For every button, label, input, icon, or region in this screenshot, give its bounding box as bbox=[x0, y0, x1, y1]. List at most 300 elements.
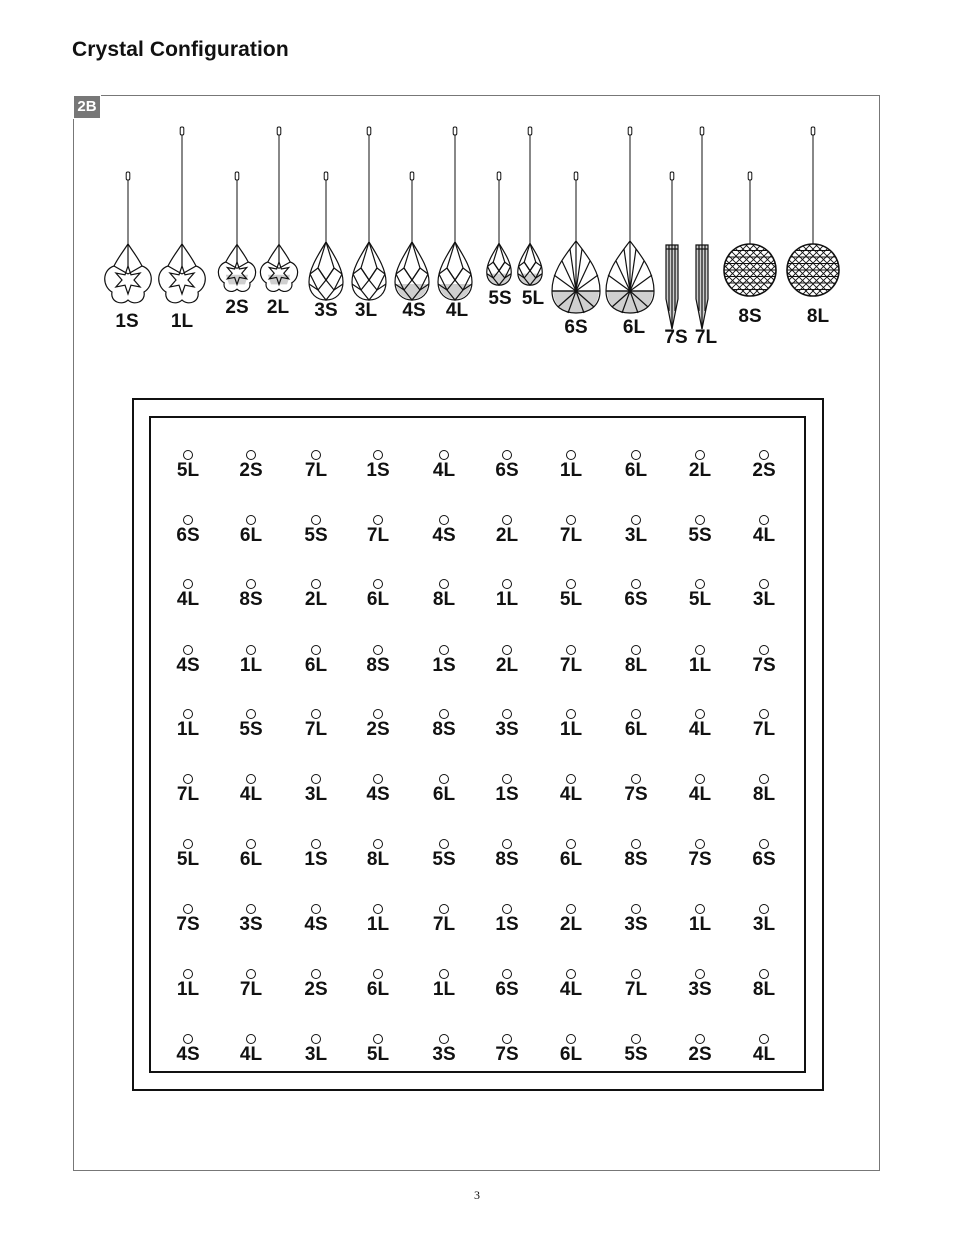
grid-cell bbox=[158, 904, 218, 944]
hook-ring-icon bbox=[695, 839, 705, 849]
crystal-code: 4L bbox=[559, 979, 583, 1000]
crystal-code: 1S bbox=[495, 784, 519, 805]
crystal-code: 2L bbox=[688, 460, 712, 481]
grid-cell bbox=[670, 645, 730, 685]
crystal-code: 3S bbox=[688, 979, 712, 1000]
crystal-code: 7L bbox=[304, 719, 328, 740]
crystal-code: 1L bbox=[366, 914, 390, 935]
grid-cell bbox=[541, 450, 601, 490]
crystal-code: 8L bbox=[366, 849, 390, 870]
hook-ring-icon bbox=[311, 774, 321, 784]
hook-ring-icon bbox=[502, 839, 512, 849]
hook-ring-icon bbox=[439, 1034, 449, 1044]
crystal-code: 2L bbox=[495, 655, 519, 676]
crystal-code: 4L bbox=[239, 1044, 263, 1065]
hook-ring-icon bbox=[695, 904, 705, 914]
crystal-code: 4L bbox=[752, 1044, 776, 1065]
grid-cell bbox=[221, 1034, 281, 1074]
crystal-code: 8S bbox=[366, 655, 390, 676]
grid-cell bbox=[606, 774, 666, 814]
crystal-label: 7S bbox=[664, 327, 688, 348]
crystal-code: 4S bbox=[366, 784, 390, 805]
grid-cell bbox=[158, 450, 218, 490]
hook-ring-icon bbox=[311, 450, 321, 460]
grid-cell bbox=[286, 645, 346, 685]
grid-cell bbox=[606, 839, 666, 879]
crystal-label: 4L bbox=[445, 300, 469, 321]
crystal-code: 5S bbox=[624, 1044, 648, 1065]
grid-cell bbox=[348, 774, 408, 814]
grid-cell bbox=[734, 450, 794, 490]
grid-cell bbox=[221, 645, 281, 685]
hook-ring-icon bbox=[373, 1034, 383, 1044]
hook-ring-icon bbox=[373, 709, 383, 719]
grid-cell bbox=[606, 1034, 666, 1074]
grid-cell bbox=[670, 1034, 730, 1074]
crystal-label: 5S bbox=[488, 288, 512, 309]
grid-cell bbox=[286, 450, 346, 490]
crystal-code: 3L bbox=[304, 784, 328, 805]
hook-ring-icon bbox=[311, 904, 321, 914]
crystal-code: 3S bbox=[239, 914, 263, 935]
crystal-code: 4S bbox=[304, 914, 328, 935]
crystal-8s bbox=[715, 0, 785, 240]
crystal-label: 7L bbox=[694, 327, 718, 348]
hook-ring-icon bbox=[246, 969, 256, 979]
grid-cell bbox=[670, 709, 730, 749]
crystal-code: 1S bbox=[495, 914, 519, 935]
grid-cell bbox=[541, 579, 601, 619]
hook-ring-icon bbox=[695, 645, 705, 655]
crystal-code: 4L bbox=[752, 525, 776, 546]
grid-cell bbox=[221, 969, 281, 1009]
crystal-label: 5L bbox=[521, 288, 545, 309]
hook-ring-icon bbox=[695, 1034, 705, 1044]
grid-cell bbox=[286, 515, 346, 555]
grid-cell bbox=[286, 839, 346, 879]
grid-cell bbox=[414, 774, 474, 814]
crystal-code: 5S bbox=[688, 525, 712, 546]
hook-ring-icon bbox=[183, 709, 193, 719]
crystal-code: 4L bbox=[688, 719, 712, 740]
crystal-code: 8L bbox=[752, 979, 776, 1000]
crystal-8l bbox=[778, 0, 848, 240]
crystal-code: 4L bbox=[432, 460, 456, 481]
hook-ring-icon bbox=[502, 904, 512, 914]
crystal-code: 6S bbox=[495, 979, 519, 1000]
hook-ring-icon bbox=[183, 579, 193, 589]
crystal-code: 1S bbox=[304, 849, 328, 870]
grid-cell bbox=[734, 839, 794, 879]
hook-ring-icon bbox=[183, 839, 193, 849]
hook-ring-icon bbox=[311, 969, 321, 979]
hook-ring-icon bbox=[631, 1034, 641, 1044]
hook-ring-icon bbox=[502, 450, 512, 460]
hook-ring-icon bbox=[439, 579, 449, 589]
grid-cell bbox=[348, 839, 408, 879]
hook-ring-icon bbox=[759, 645, 769, 655]
crystal-code: 6L bbox=[304, 655, 328, 676]
hook-ring-icon bbox=[631, 774, 641, 784]
crystal-code: 7L bbox=[432, 914, 456, 935]
hook-ring-icon bbox=[631, 904, 641, 914]
grid-cell bbox=[414, 904, 474, 944]
page-title: Crystal Configuration bbox=[72, 38, 289, 61]
hook-ring-icon bbox=[439, 969, 449, 979]
crystal-label: 4S bbox=[402, 300, 426, 321]
crystal-code: 4L bbox=[239, 784, 263, 805]
grid-cell bbox=[221, 904, 281, 944]
hook-ring-icon bbox=[373, 969, 383, 979]
hook-ring-icon bbox=[502, 1034, 512, 1044]
hook-ring-icon bbox=[502, 969, 512, 979]
crystal-code: 4L bbox=[559, 784, 583, 805]
grid-cell bbox=[670, 579, 730, 619]
crystal-code: 2S bbox=[304, 979, 328, 1000]
crystal-code: 3S bbox=[495, 719, 519, 740]
hook-ring-icon bbox=[373, 579, 383, 589]
crystal-code: 5S bbox=[239, 719, 263, 740]
grid-cell bbox=[414, 450, 474, 490]
grid-cell bbox=[414, 709, 474, 749]
step-badge: 2B bbox=[73, 95, 101, 119]
grid-cell bbox=[158, 645, 218, 685]
grid-cell bbox=[221, 515, 281, 555]
hook-ring-icon bbox=[566, 969, 576, 979]
grid-cell bbox=[734, 579, 794, 619]
page-number: 3 bbox=[474, 1188, 480, 1202]
crystal-code: 2S bbox=[366, 719, 390, 740]
hook-ring-icon bbox=[439, 645, 449, 655]
crystal-code: 3S bbox=[624, 914, 648, 935]
grid-cell bbox=[286, 579, 346, 619]
crystal-label: 3S bbox=[314, 300, 338, 321]
grid-cell bbox=[477, 709, 537, 749]
crystal-code: 8S bbox=[495, 849, 519, 870]
grid-cell bbox=[348, 579, 408, 619]
crystal-label: 6L bbox=[622, 317, 646, 338]
grid-cell bbox=[606, 904, 666, 944]
hook-ring-icon bbox=[566, 904, 576, 914]
grid-cell bbox=[670, 774, 730, 814]
crystal-code: 2S bbox=[688, 1044, 712, 1065]
hook-ring-icon bbox=[246, 515, 256, 525]
grid-cell bbox=[734, 904, 794, 944]
crystal-label: 8S bbox=[738, 306, 762, 327]
hook-ring-icon bbox=[759, 450, 769, 460]
grid-cell bbox=[541, 774, 601, 814]
grid-cell bbox=[734, 709, 794, 749]
crystal-code: 7L bbox=[624, 979, 648, 1000]
crystal-code: 8L bbox=[432, 589, 456, 610]
crystal-code: 5L bbox=[366, 1044, 390, 1065]
crystal-code: 6L bbox=[559, 849, 583, 870]
grid-cell bbox=[158, 969, 218, 1009]
hook-ring-icon bbox=[695, 969, 705, 979]
crystal-code: 4L bbox=[688, 784, 712, 805]
crystal-code: 6L bbox=[432, 784, 456, 805]
crystal-code: 4S bbox=[176, 1044, 200, 1065]
crystal-label: 8L bbox=[806, 306, 830, 327]
hook-ring-icon bbox=[373, 839, 383, 849]
hook-ring-icon bbox=[183, 645, 193, 655]
grid-cell bbox=[477, 579, 537, 619]
grid-cell bbox=[477, 904, 537, 944]
hook-ring-icon bbox=[439, 774, 449, 784]
grid-cell bbox=[414, 839, 474, 879]
grid-cell bbox=[158, 774, 218, 814]
grid-cell bbox=[477, 969, 537, 1009]
crystal-code: 2S bbox=[752, 460, 776, 481]
crystal-code: 1L bbox=[559, 460, 583, 481]
hook-ring-icon bbox=[183, 774, 193, 784]
crystal-code: 1L bbox=[688, 655, 712, 676]
hook-ring-icon bbox=[631, 450, 641, 460]
hook-ring-icon bbox=[502, 515, 512, 525]
crystal-code: 1L bbox=[176, 979, 200, 1000]
hook-ring-icon bbox=[246, 709, 256, 719]
grid-cell bbox=[348, 709, 408, 749]
crystal-code: 6L bbox=[366, 589, 390, 610]
hook-ring-icon bbox=[502, 645, 512, 655]
crystal-code: 6L bbox=[239, 849, 263, 870]
grid-cell bbox=[414, 579, 474, 619]
hook-ring-icon bbox=[566, 709, 576, 719]
hook-ring-icon bbox=[631, 969, 641, 979]
crystal-code: 5L bbox=[688, 589, 712, 610]
hook-ring-icon bbox=[566, 839, 576, 849]
hook-ring-icon bbox=[183, 904, 193, 914]
grid-cell bbox=[158, 515, 218, 555]
hook-ring-icon bbox=[246, 774, 256, 784]
crystal-label: 3L bbox=[354, 300, 378, 321]
grid-cell bbox=[348, 969, 408, 1009]
crystal-code: 6L bbox=[366, 979, 390, 1000]
grid-cell bbox=[158, 839, 218, 879]
hook-ring-icon bbox=[311, 645, 321, 655]
hook-ring-icon bbox=[246, 904, 256, 914]
grid-cell bbox=[348, 450, 408, 490]
hook-ring-icon bbox=[373, 904, 383, 914]
crystal-code: 7L bbox=[366, 525, 390, 546]
grid-cell bbox=[221, 774, 281, 814]
grid-cell bbox=[221, 579, 281, 619]
hook-ring-icon bbox=[183, 1034, 193, 1044]
grid-cell bbox=[286, 904, 346, 944]
crystal-code: 6L bbox=[624, 719, 648, 740]
crystal-code: 4L bbox=[176, 589, 200, 610]
crystal-code: 2L bbox=[495, 525, 519, 546]
hook-ring-icon bbox=[502, 774, 512, 784]
grid-cell bbox=[670, 515, 730, 555]
grid-cell bbox=[734, 1034, 794, 1074]
grid-cell bbox=[670, 450, 730, 490]
crystal-code: 7S bbox=[624, 784, 648, 805]
crystal-code: 4S bbox=[176, 655, 200, 676]
hook-ring-icon bbox=[311, 1034, 321, 1044]
hook-ring-icon bbox=[566, 774, 576, 784]
crystal-code: 1L bbox=[495, 589, 519, 610]
crystal-code: 1L bbox=[176, 719, 200, 740]
crystal-code: 1L bbox=[239, 655, 263, 676]
crystal-code: 7L bbox=[239, 979, 263, 1000]
grid-cell bbox=[670, 969, 730, 1009]
hook-ring-icon bbox=[759, 839, 769, 849]
crystal-code: 3S bbox=[432, 1044, 456, 1065]
crystal-code: 6L bbox=[624, 460, 648, 481]
grid-cell bbox=[477, 774, 537, 814]
grid-cell bbox=[606, 515, 666, 555]
grid-cell bbox=[541, 969, 601, 1009]
hook-ring-icon bbox=[695, 450, 705, 460]
crystal-code: 5L bbox=[176, 460, 200, 481]
crystal-code: 6S bbox=[624, 589, 648, 610]
grid-cell bbox=[414, 1034, 474, 1074]
crystal-code: 7L bbox=[176, 784, 200, 805]
grid-cell bbox=[221, 709, 281, 749]
grid-cell bbox=[606, 579, 666, 619]
crystal-code: 7S bbox=[688, 849, 712, 870]
crystal-code: 7S bbox=[495, 1044, 519, 1065]
hook-ring-icon bbox=[759, 1034, 769, 1044]
hook-ring-icon bbox=[439, 709, 449, 719]
crystal-code: 1S bbox=[432, 655, 456, 676]
hook-ring-icon bbox=[246, 645, 256, 655]
grid-cell bbox=[286, 1034, 346, 1074]
hook-ring-icon bbox=[439, 450, 449, 460]
grid-cell bbox=[477, 645, 537, 685]
hook-ring-icon bbox=[246, 579, 256, 589]
crystal-code: 1L bbox=[432, 979, 456, 1000]
hook-ring-icon bbox=[246, 450, 256, 460]
crystal-code: 2S bbox=[239, 460, 263, 481]
grid-cell bbox=[606, 645, 666, 685]
crystal-code: 5L bbox=[176, 849, 200, 870]
hook-ring-icon bbox=[631, 515, 641, 525]
hook-ring-icon bbox=[631, 645, 641, 655]
crystal-code: 7L bbox=[559, 655, 583, 676]
grid-cell bbox=[734, 515, 794, 555]
grid-cell bbox=[348, 515, 408, 555]
crystal-code: 6S bbox=[752, 849, 776, 870]
grid-cell bbox=[734, 969, 794, 1009]
grid-cell bbox=[348, 1034, 408, 1074]
crystal-code: 1L bbox=[559, 719, 583, 740]
grid-cell bbox=[541, 645, 601, 685]
crystal-code: 3L bbox=[752, 914, 776, 935]
hook-ring-icon bbox=[373, 515, 383, 525]
grid-cell bbox=[606, 709, 666, 749]
crystal-code: 8S bbox=[432, 719, 456, 740]
hook-ring-icon bbox=[246, 839, 256, 849]
crystal-label: 6S bbox=[564, 317, 588, 338]
hook-ring-icon bbox=[759, 515, 769, 525]
hook-ring-icon bbox=[695, 579, 705, 589]
grid-cell bbox=[670, 904, 730, 944]
hook-ring-icon bbox=[311, 515, 321, 525]
crystal-code: 7S bbox=[176, 914, 200, 935]
hook-ring-icon bbox=[373, 450, 383, 460]
grid-cell bbox=[606, 450, 666, 490]
crystal-label: 1L bbox=[170, 311, 194, 332]
grid-cell bbox=[158, 579, 218, 619]
crystal-code: 5S bbox=[432, 849, 456, 870]
hook-ring-icon bbox=[373, 774, 383, 784]
crystal-code: 6L bbox=[559, 1044, 583, 1065]
hook-ring-icon bbox=[246, 1034, 256, 1044]
grid-cell bbox=[477, 515, 537, 555]
grid-cell bbox=[158, 1034, 218, 1074]
crystal-code: 6L bbox=[239, 525, 263, 546]
grid-cell bbox=[477, 839, 537, 879]
hook-ring-icon bbox=[566, 579, 576, 589]
hook-ring-icon bbox=[566, 450, 576, 460]
hook-ring-icon bbox=[439, 515, 449, 525]
grid-cell bbox=[286, 709, 346, 749]
hook-ring-icon bbox=[759, 904, 769, 914]
grid-cell bbox=[221, 450, 281, 490]
grid-cell bbox=[158, 709, 218, 749]
crystal-code: 6S bbox=[176, 525, 200, 546]
hook-ring-icon bbox=[631, 709, 641, 719]
grid-cell bbox=[414, 645, 474, 685]
grid-cell bbox=[477, 450, 537, 490]
hook-ring-icon bbox=[311, 579, 321, 589]
grid-cell bbox=[286, 969, 346, 1009]
crystal-label: 2S bbox=[225, 297, 249, 318]
hook-ring-icon bbox=[631, 579, 641, 589]
hook-ring-icon bbox=[183, 515, 193, 525]
crystal-code: 5L bbox=[559, 589, 583, 610]
grid-cell bbox=[734, 774, 794, 814]
grid-cell bbox=[348, 645, 408, 685]
hook-ring-icon bbox=[566, 1034, 576, 1044]
grid-cell bbox=[541, 709, 601, 749]
crystal-code: 7S bbox=[752, 655, 776, 676]
crystal-code: 1L bbox=[688, 914, 712, 935]
crystal-code: 3L bbox=[624, 525, 648, 546]
crystal-label: 1S bbox=[115, 311, 139, 332]
hook-ring-icon bbox=[631, 839, 641, 849]
grid-cell bbox=[221, 839, 281, 879]
grid-cell bbox=[348, 904, 408, 944]
hook-ring-icon bbox=[759, 709, 769, 719]
crystal-code: 7L bbox=[752, 719, 776, 740]
crystal-code: 7L bbox=[304, 460, 328, 481]
hook-ring-icon bbox=[183, 969, 193, 979]
hook-ring-icon bbox=[373, 645, 383, 655]
hook-ring-icon bbox=[759, 969, 769, 979]
hook-ring-icon bbox=[502, 709, 512, 719]
grid-cell bbox=[414, 515, 474, 555]
crystal-code: 8S bbox=[239, 589, 263, 610]
hook-ring-icon bbox=[759, 579, 769, 589]
crystal-code: 3L bbox=[304, 1044, 328, 1065]
grid-cell bbox=[734, 645, 794, 685]
crystal-code: 2L bbox=[559, 914, 583, 935]
grid-cell bbox=[541, 904, 601, 944]
grid-cell bbox=[477, 1034, 537, 1074]
hook-ring-icon bbox=[759, 774, 769, 784]
crystal-code: 4S bbox=[432, 525, 456, 546]
hook-ring-icon bbox=[566, 645, 576, 655]
hook-ring-icon bbox=[695, 709, 705, 719]
crystal-code: 6S bbox=[495, 460, 519, 481]
grid-cell bbox=[541, 515, 601, 555]
grid-cell bbox=[606, 969, 666, 1009]
hook-ring-icon bbox=[311, 709, 321, 719]
grid-cell bbox=[541, 839, 601, 879]
